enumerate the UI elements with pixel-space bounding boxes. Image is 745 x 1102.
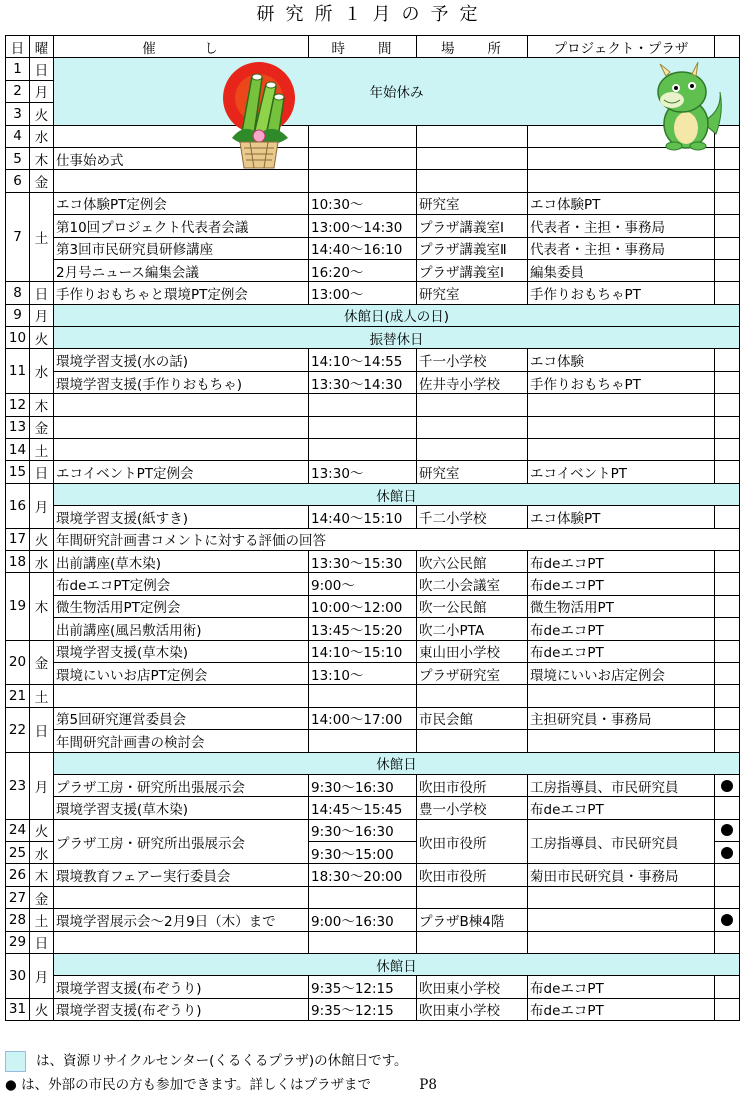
event-cell: 環境学習支援(草木染) [54,640,309,662]
day-row [6,886,740,908]
open-to-public-dot-icon [721,847,733,859]
closed-day-banner: 休館日 [54,752,740,774]
time-cell [309,730,417,752]
time-cell: 9:30〜16:30 [309,819,417,841]
closed-day-banner: 休館日 [54,483,740,505]
day-number: 24 [6,819,30,841]
project-cell [528,909,715,931]
time-cell [309,931,417,953]
mark-cell [715,909,740,931]
time-cell: 9:00〜16:30 [309,909,417,931]
project-cell [528,685,715,707]
weekday: 日 [30,282,54,304]
event-cell [54,886,309,908]
project-cell: 布deエコPT [528,618,715,640]
weekday: 木 [30,864,54,886]
event-cell: 環境学習支援(手作りおもちゃ) [54,371,309,393]
day-number: 17 [6,528,30,550]
place-cell: 吹一公民館 [417,595,528,617]
place-cell: 吹田市役所 [417,864,528,886]
event-row [6,506,740,528]
day-number: 30 [6,954,30,999]
closed-day-banner: 休館日 [54,954,740,976]
weekday: 水 [30,550,54,572]
closed-day-banner: 振替休日 [54,327,740,349]
time-cell: 10:30〜 [309,192,417,214]
kadomatsu-illustration [214,62,304,170]
day-number: 29 [6,931,30,953]
event-row [6,730,740,752]
event-cell: 年間研究計画書の検討会 [54,730,309,752]
header-row [6,36,740,58]
header-event: 催 し [54,36,309,58]
project-cell [528,170,715,192]
day-row [6,461,740,483]
project-cell: 布deエコPT [528,573,715,595]
day-row [6,394,740,416]
time-cell [309,147,417,169]
mark-cell [715,618,740,640]
event-cell: エコイベントPT定例会 [54,461,309,483]
header-time: 時 間 [309,36,417,58]
mark-cell [715,573,740,595]
weekday: 月 [30,752,54,819]
mark-cell [715,797,740,819]
day-row [6,640,740,662]
place-cell [417,439,528,461]
day-row [6,192,740,214]
day-row [6,349,740,371]
day-number: 26 [6,864,30,886]
time-cell: 13:00〜 [309,282,417,304]
time-cell: 9:35〜12:15 [309,976,417,998]
page-number: P8 [419,1077,437,1093]
project-cell: 布deエコPT [528,640,715,662]
mark-cell [715,774,740,796]
day-number: 3 [6,103,30,125]
weekday: 土 [30,192,54,282]
day-row [6,864,740,886]
time-cell: 10:00〜12:00 [309,595,417,617]
project-cell: エコ体験PT [528,506,715,528]
mark-cell [715,819,740,841]
event-cell: 環境にいいお店PT定例会 [54,662,309,684]
mark-cell [715,215,740,237]
day-row [6,931,740,953]
weekday: 火 [30,998,54,1020]
day-number: 9 [6,304,30,326]
day-row [6,998,740,1020]
mark-cell [715,662,740,684]
time-cell: 9:35〜12:15 [309,998,417,1020]
place-cell: 吹田東小学校 [417,976,528,998]
weekday: 月 [30,304,54,326]
day-number: 11 [6,349,30,394]
day-number: 16 [6,483,30,528]
day-number: 8 [6,282,30,304]
weekday: 金 [30,416,54,438]
day-row [6,707,740,729]
project-cell: 布deエコPT [528,797,715,819]
project-cell [528,439,715,461]
mark-cell [715,730,740,752]
day-number: 5 [6,147,30,169]
day-number: 21 [6,685,30,707]
place-cell: 佐井寺小学校 [417,371,528,393]
place-cell: 研究室 [417,192,528,214]
mark-cell [715,550,740,572]
weekday: 火 [30,819,54,841]
weekday: 水 [30,349,54,394]
mark-cell [715,864,740,886]
project-cell: 布deエコPT [528,550,715,572]
legend-closure-text: は、資源リサイクルセンター(くるくるプラザ)の休館日です。 [36,1053,408,1069]
time-cell: 14:00〜17:00 [309,707,417,729]
event-cell: 出前講座(風呂敷活用術) [54,618,309,640]
time-cell [309,416,417,438]
weekday: 金 [30,640,54,685]
day-row [6,752,740,774]
dragon-illustration [652,62,724,154]
weekday: 金 [30,170,54,192]
mark-cell [715,707,740,729]
day-row [6,170,740,192]
event-cell [54,685,309,707]
day-number: 12 [6,394,30,416]
day-number: 22 [6,707,30,752]
closed-day-banner: 休館日(成人の日) [54,304,740,326]
place-cell [417,416,528,438]
open-to-public-dot-icon [721,914,733,926]
day-number: 20 [6,640,30,685]
time-cell [309,886,417,908]
header-place: 場 所 [417,36,528,58]
project-cell: 編集委員 [528,259,715,281]
time-cell: 9:00〜 [309,573,417,595]
day-number: 14 [6,439,30,461]
place-cell: 千二小学校 [417,506,528,528]
event-cell: 2月号ニュース編集会議 [54,259,309,281]
place-cell: 吹田市役所 [417,819,528,864]
event-cell [54,394,309,416]
day-row [6,528,740,550]
day-number: 13 [6,416,30,438]
day-number: 10 [6,327,30,349]
place-cell: 吹六公民館 [417,550,528,572]
weekday: 月 [30,483,54,528]
mark-cell [715,282,740,304]
time-cell: 9:30〜15:00 [309,842,417,864]
place-cell [417,125,528,147]
weekday: 月 [30,80,54,102]
time-cell [309,125,417,147]
time-cell: 13:30〜15:30 [309,550,417,572]
mark-cell [715,439,740,461]
project-cell: 布deエコPT [528,998,715,1020]
place-cell: 研究室 [417,461,528,483]
event-cell: 環境学習支援(紙すき) [54,506,309,528]
place-cell: プラザ講義室Ⅰ [417,259,528,281]
weekday: 火 [30,528,54,550]
event-row [6,774,740,796]
time-cell: 13:10〜 [309,662,417,684]
time-cell: 14:10〜15:10 [309,640,417,662]
mark-cell [715,461,740,483]
event-cell: 環境学習展示会〜2月9日（木）まで [54,909,309,931]
day-number: 25 [6,842,30,864]
project-cell: エコ体験 [528,349,715,371]
project-cell: 手作りおもちゃPT [528,282,715,304]
project-cell: 菊田市民研究員・事務局 [528,864,715,886]
mark-cell [715,685,740,707]
event-cell: 仕事始め式 [54,147,309,169]
day-row [6,416,740,438]
time-cell: 13:30〜14:30 [309,371,417,393]
place-cell: 市民会館 [417,707,528,729]
place-cell [417,931,528,953]
day-row [6,573,740,595]
mark-cell [715,237,740,259]
weekday: 火 [30,327,54,349]
legend-dot-text: は、外部の市民の方も参加できます。詳しくはプラザまで [21,1077,371,1093]
weekday: 木 [30,394,54,416]
event-row [6,662,740,684]
weekday: 水 [30,125,54,147]
day-number: 18 [6,550,30,572]
mark-cell [715,349,740,371]
event-row [6,618,740,640]
day-row [6,483,740,505]
project-cell: エコイベントPT [528,461,715,483]
mark-cell [715,259,740,281]
place-cell: プラザ講義室Ⅰ [417,215,528,237]
event-cell: 第5回研究運営委員会 [54,707,309,729]
mark-cell [715,506,740,528]
time-cell: 13:30〜 [309,461,417,483]
weekday: 水 [30,842,54,864]
event-cell: 第3回市民研究員研修講座 [54,237,309,259]
event-cell: 布deエコPT定例会 [54,573,309,595]
project-cell: 代表者・主担・事務局 [528,215,715,237]
event-cell [54,439,309,461]
day-number: 23 [6,752,30,819]
weekday: 日 [30,931,54,953]
place-cell: 東山田小学校 [417,640,528,662]
event-cell: 環境教育フェアー実行委員会 [54,864,309,886]
event-cell: 手作りおもちゃと環境PT定例会 [54,282,309,304]
place-cell [417,730,528,752]
day-number: 2 [6,80,30,102]
mark-cell [715,416,740,438]
event-cell: 環境学習支援(布ぞうり) [54,998,309,1020]
legend-dot [5,1074,437,1096]
event-cell: 微生物活用PT定例会 [54,595,309,617]
weekday: 金 [30,886,54,908]
place-cell [417,685,528,707]
event-row [6,976,740,998]
project-cell: 微生物活用PT [528,595,715,617]
project-cell: 工房指導員、市民研究員 [528,774,715,796]
event-cell [54,170,309,192]
header-dow: 曜 [30,36,54,58]
time-cell [309,170,417,192]
time-cell: 14:10〜14:55 [309,349,417,371]
mark-cell [715,931,740,953]
project-cell: 手作りおもちゃPT [528,371,715,393]
event-cell: 環境学習支援(布ぞうり) [54,976,309,998]
weekday: 日 [30,58,54,80]
weekday: 木 [30,147,54,169]
event-cell: 年間研究計画書コメントに対する評価の回答 [54,528,740,550]
time-cell: 14:40〜16:10 [309,237,417,259]
new-year-closure: 年始休み [54,58,740,125]
time-cell: 9:30〜16:30 [309,774,417,796]
project-cell [528,886,715,908]
day-row [6,550,740,572]
open-to-public-dot-icon [721,780,733,792]
day-number: 19 [6,573,30,640]
event-row [6,237,740,259]
legend-closure-swatch [5,1051,26,1072]
event-row [6,215,740,237]
header-mark [715,36,740,58]
time-cell [309,394,417,416]
project-cell [528,931,715,953]
project-cell: 環境にいいお店定例会 [528,662,715,684]
place-cell: プラザ研究室 [417,662,528,684]
weekday: 日 [30,707,54,752]
weekday: 日 [30,461,54,483]
page-title: 研究所１月の予定 [256,4,489,25]
event-row [6,595,740,617]
place-cell [417,886,528,908]
weekday: 土 [30,685,54,707]
place-cell: 吹二小会議室 [417,573,528,595]
place-cell: 千一小学校 [417,349,528,371]
mark-cell [715,842,740,864]
project-cell: 主担研究員・事務局 [528,707,715,729]
weekday: 火 [30,103,54,125]
time-cell: 13:00〜14:30 [309,215,417,237]
event-cell: 環境学習支援(水の話) [54,349,309,371]
place-cell: プラザ講義室Ⅱ [417,237,528,259]
project-cell [528,394,715,416]
day-row [6,304,740,326]
project-cell: 工房指導員、市民研究員 [528,819,715,864]
weekday: 土 [30,909,54,931]
mark-cell [715,192,740,214]
day-number: 28 [6,909,30,931]
time-cell: 14:40〜15:10 [309,506,417,528]
mark-cell [715,998,740,1020]
day-number: 15 [6,461,30,483]
legend-closure [5,1050,408,1072]
time-cell: 18:30〜20:00 [309,864,417,886]
mark-cell [715,394,740,416]
day-number: 7 [6,192,30,282]
mark-cell [715,976,740,998]
day-number: 4 [6,125,30,147]
mark-cell [715,886,740,908]
event-cell: プラザ工房・研究所出張展示会 [54,774,309,796]
legend-dot-icon: ● [5,1077,17,1093]
event-cell [54,931,309,953]
day-number: 1 [6,58,30,80]
place-cell [417,147,528,169]
weekday: 木 [30,573,54,640]
project-cell: 布deエコPT [528,976,715,998]
weekday: 月 [30,954,54,999]
place-cell: 豊一小学校 [417,797,528,819]
mark-cell [715,640,740,662]
header-day: 日 [6,36,30,58]
time-cell [309,685,417,707]
event-row [6,259,740,281]
day-row [6,954,740,976]
place-cell: 吹田市役所 [417,774,528,796]
day-number: 6 [6,170,30,192]
place-cell: 吹二小PTA [417,618,528,640]
event-cell [54,416,309,438]
mark-cell [715,595,740,617]
event-cell: 第10回プロジェクト代表者会議 [54,215,309,237]
header-project: プロジェクト・プラザ [528,36,715,58]
project-cell [528,416,715,438]
event-row [6,797,740,819]
mark-cell [715,170,740,192]
day-row [6,125,740,147]
mark-cell [715,371,740,393]
place-cell [417,394,528,416]
day-row [6,282,740,304]
day-number: 27 [6,886,30,908]
event-cell: エコ体験PT定例会 [54,192,309,214]
place-cell: プラザB棟4階 [417,909,528,931]
weekday: 土 [30,439,54,461]
day-row [6,58,740,80]
place-cell: 研究室 [417,282,528,304]
day-row [6,685,740,707]
day-number: 31 [6,998,30,1020]
schedule-table [5,35,740,1021]
day-row [6,327,740,349]
event-row [6,371,740,393]
event-cell: 出前講座(草木染) [54,550,309,572]
day-row [6,439,740,461]
time-cell: 13:45〜15:20 [309,618,417,640]
day-row [6,147,740,169]
event-cell: 環境学習支援(草木染) [54,797,309,819]
project-cell [528,730,715,752]
place-cell [417,170,528,192]
event-cell: プラザ工房・研究所出張展示会 [54,819,309,864]
project-cell: エコ体験PT [528,192,715,214]
day-row [6,909,740,931]
time-cell [309,439,417,461]
time-cell: 16:20〜 [309,259,417,281]
day-row [6,819,740,841]
open-to-public-dot-icon [721,824,733,836]
time-cell: 14:45〜15:45 [309,797,417,819]
place-cell: 吹田東小学校 [417,998,528,1020]
project-cell: 代表者・主担・事務局 [528,237,715,259]
